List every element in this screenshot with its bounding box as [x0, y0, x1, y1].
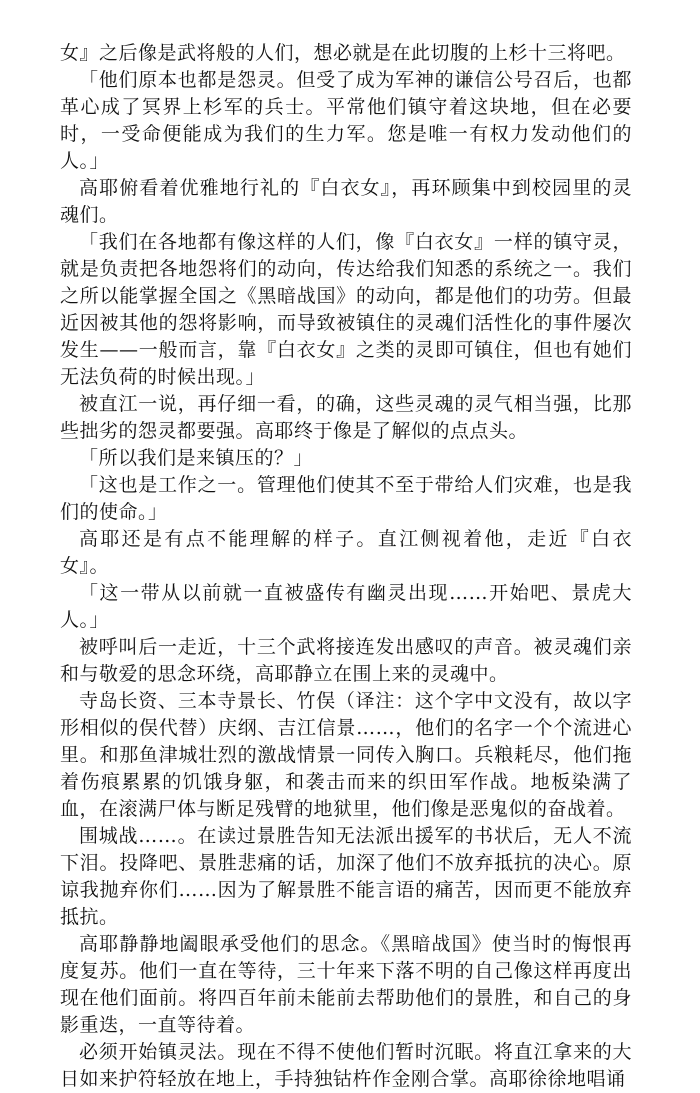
paragraph: 高耶还是有点不能理解的样子。直江侧视着他，走近『白衣女』。 [60, 528, 632, 577]
paragraph: 「这也是工作之一。管理他们使其不至于带给人们灾难，也是我们的使命。」 [60, 474, 632, 523]
paragraph: 被呼叫后一走近，十三个武将接连发出感叹的声音。被灵魂们亲和与敬爱的思念环绕，高耶静立在围上来的灵魂中。 [60, 636, 632, 685]
paragraph: 「我们在各地都有像这样的人们，像『白衣女』一样的镇守灵，就是负责把各地怨将们的动向，传达给我们知悉的系统之一。我们之所以能掌握全国之《黑暗战国》的动向，都是他们的功劳。但最近因被其他的怨将影响，而导致被镇住的灵魂们活性化的事件屡次发生——一般而言，靠『白衣女』之类的灵即可镇住，但也有她们无法负荷的时候出现。」 [60, 231, 632, 388]
paragraph: 被直江一说，再仔细一看，的确，这些灵魂的灵气相当强，比那些拙劣的怨灵都要强。高耶终于像是了解似的点点头。 [60, 393, 632, 442]
paragraph: 女』之后像是武将般的人们，想必就是在此切腹的上杉十三将吧。 [60, 42, 626, 64]
paragraph: 「他们原本也都是怨灵。但受了成为军神的谦信公号召后，也都革心成了冥界上杉军的兵士。平常他们镇守着这块地，但在必要时，一受命便能成为我们的生力军。您是唯一有权力发动他们的人。」 [60, 69, 632, 172]
paragraph: 围城战……。在读过景胜告知无法派出援军的书状后，无人不流下泪。投降吧、景胜悲痛的话，加深了他们不放弃抵抗的决心。原谅我抛弃你们……因为了解景胜不能言语的痛苦，因而更不能放弃抵抗。 [60, 825, 632, 928]
paragraph: 必须开始镇灵法。现在不得不使他们暂时沉眠。将直江拿来的大日如来护符轻放在地上，手持独钴杵作金刚合掌。高耶徐徐地唱诵 [60, 1041, 632, 1090]
paragraph: 「所以我们是来镇压的？」 [79, 447, 314, 469]
paragraph: 寺岛长资、三本寺景长、竹俣（译注：这个字中文没有，故以字形相似的俣代替）庆纲、吉江信景……，他们的名字一个个流进心里。和那鱼津城壮烈的激战情景一同传入胸口。兵粮耗尽，他们拖着伤痕累累的饥饿身躯，和袭击而来的织田军作战。地板染满了血，在滚满尸体与断足残臂的地狱里，他们像是恶鬼似的奋战着。 [60, 690, 632, 820]
paragraph: 高耶俯看着优雅地行礼的『白衣女』，再环顾集中到校园里的灵魂们。 [60, 177, 632, 226]
document-page [60, 40, 632, 1093]
paragraph: 高耶静静地阖眼承受他们的思念。《黑暗战国》使当时的悔恨再度复苏。他们一直在等待，三十年来下落不明的自己像这样再度出现在他们面前。将四百年前未能前去帮助他们的景胜，和自己的身影重迭，一直等待着。 [60, 933, 632, 1036]
paragraph: 「这一带从以前就一直被盛传有幽灵出现……开始吧、景虎大人。」 [60, 582, 632, 631]
